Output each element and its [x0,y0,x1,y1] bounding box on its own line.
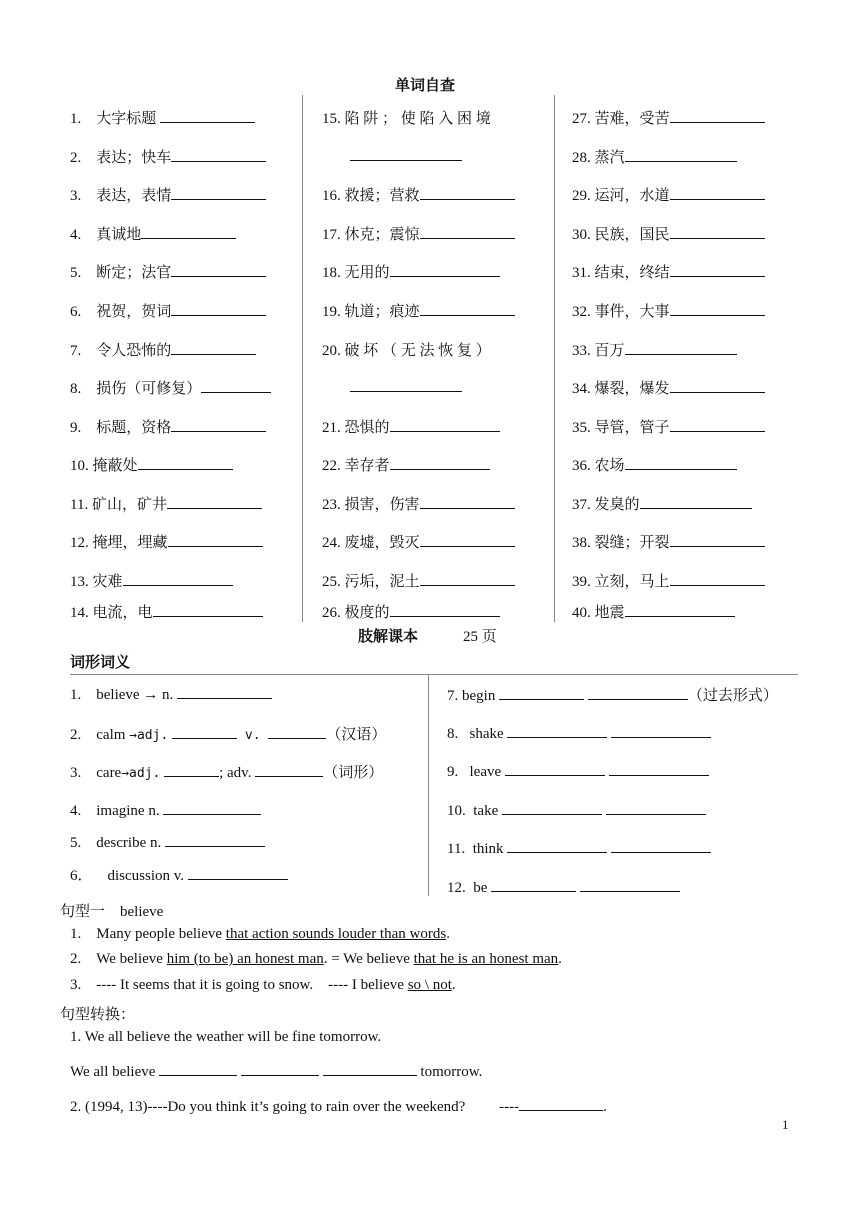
answer-blank[interactable] [138,455,233,470]
vocab-item: 37. 发臭的 [572,493,752,514]
vocab-item: 21. 恐惧的 [322,416,500,437]
answer-blank[interactable] [390,602,500,617]
table-top-rule [70,674,798,675]
wordform-item: 6． discussion v. [70,864,288,885]
wordform-item: 11. think [447,838,711,858]
vocab-item: 22. 幸存者 [322,454,490,475]
wordform-item: 9. leave [447,761,709,781]
vocab-item: 39. 立刻，马上 [572,570,765,591]
vocab-item: 11. 矿山，矿井 [70,493,262,514]
vocab-item: 20. 破 坏 （ 无 法 恢 复 ） [322,343,491,359]
answer-blank[interactable] [420,185,515,200]
answer-blank[interactable] [670,378,765,393]
answer-blank[interactable] [168,532,263,547]
answer-blank[interactable] [611,838,711,853]
vocab-item: 13. 灾难 [70,570,233,591]
answer-blank[interactable] [588,685,688,700]
answer-blank[interactable] [177,684,272,699]
transform-question: 1. We all believe the weather will be fine tomorrow. [70,1029,382,1045]
answer-blank[interactable] [670,571,765,586]
answer-blank-row [350,377,462,397]
answer-blank[interactable] [171,301,266,316]
vocab-item: 16. 救援；营救 [322,184,515,205]
answer-blank[interactable] [268,724,326,739]
vocab-item: 32. 事件，大事 [572,300,765,321]
answer-blank[interactable] [164,762,219,777]
pattern-sentence: 2. We believe him (to be) an honest man. = We believe that he is an honest man. [70,951,562,967]
answer-blank[interactable] [420,494,515,509]
answer-blank[interactable] [625,455,737,470]
answer-blank[interactable] [420,301,515,316]
answer-blank[interactable] [171,340,256,355]
vocab-item: 27. 苦难，受苦 [572,107,765,128]
pattern-sentence: 1. Many people believe that action sounds louder than words. [70,926,450,942]
answer-blank[interactable] [420,224,515,239]
answer-blank[interactable] [491,877,576,892]
answer-blank[interactable] [171,262,266,277]
answer-blank[interactable] [507,723,607,738]
transform-question: 2. (1994, 13)----Do you think it’s going to rain over the weekend? ---- . [70,1096,607,1116]
vocab-item: 1. 大字标题 [70,107,255,128]
vocab-item: 5. 断定；法官 [70,261,266,282]
vocab-item: 10. 掩蔽处 [70,454,233,475]
vocab-item: 12. 掩埋，埋藏 [70,531,263,552]
answer-blank[interactable] [188,865,288,880]
answer-blank[interactable] [502,800,602,815]
wordform-item: 12. be [447,877,680,897]
vocab-item: 8. 损伤（可修复） [70,377,271,398]
answer-blank[interactable] [670,224,765,239]
answer-blank[interactable] [670,301,765,316]
vocab-item: 31. 结束，终结 [572,261,765,282]
pattern-heading: 句型一 believe [60,904,164,920]
vocab-item: 35. 导管，管子 [572,416,765,437]
wordform-item: 10. take [447,800,706,820]
answer-blank[interactable] [625,340,737,355]
answer-blank[interactable] [390,417,500,432]
vocab-item: 25. 污垢，泥土 [322,570,515,591]
answer-blank[interactable] [171,417,266,432]
section-title: 肢解课本 [358,629,419,645]
answer-blank[interactable] [519,1096,603,1111]
wordform-item: 4. imagine n. [70,800,261,820]
answer-blank[interactable] [160,108,255,123]
answer-blank[interactable] [167,494,262,509]
answer-blank[interactable] [141,224,236,239]
answer-blank[interactable] [390,262,500,277]
answer-blank[interactable] [606,800,706,815]
vocab-item: 34. 爆裂，爆发 [572,377,765,398]
answer-blank[interactable] [670,108,765,123]
vocab-item: 6. 祝贺，贺词 [70,300,266,321]
page-reference: 25 页 [463,629,497,645]
answer-blank[interactable] [241,1061,319,1076]
answer-blank[interactable] [350,377,462,392]
answer-blank[interactable] [640,494,752,509]
vocab-item: 26. 极度的 [322,601,500,622]
vocab-item: 18. 无用的 [322,261,500,282]
answer-blank[interactable] [499,685,584,700]
vocab-item: 17. 休克；震惊 [322,223,515,244]
answer-blank[interactable] [670,532,765,547]
pattern-sentence: 3. ---- It seems that it is going to snow. ---- I believe so \ not. [70,977,456,993]
answer-blank[interactable] [507,838,607,853]
answer-blank[interactable] [670,185,765,200]
answer-blank[interactable] [165,832,265,847]
vocab-item: 40. 地震 [572,601,735,622]
transform-title: 句型转换： [60,1007,136,1023]
wordform-item: 1. believe → n. [70,684,272,704]
vocab-item: 15. 陷 阱 ； 使 陷 入 困 境 [322,111,491,127]
wordform-item: 5. describe n. [70,832,265,852]
answer-blank[interactable] [420,532,515,547]
vocab-item: 24. 废墟，毁灭 [322,531,515,552]
answer-blank[interactable] [625,147,737,162]
answer-blank[interactable] [505,761,605,776]
wordform-item: 2. calm →adj. v. （汉语） [70,723,386,744]
vocab-item: 2. 表达；快车 [70,146,266,167]
answer-blank[interactable] [153,602,263,617]
transform-answer-line: We all believe tomorrow. [70,1061,482,1081]
wordform-item: 7. begin （过去形式） [447,684,778,705]
vocab-item: 14. 电流，电 [70,601,263,622]
wordform-item: 3. care→adj. ; adv. （词形） [70,761,383,782]
answer-blank[interactable] [163,800,261,815]
answer-blank[interactable] [580,877,680,892]
answer-blank[interactable] [171,185,266,200]
answer-blank[interactable] [670,417,765,432]
answer-blank[interactable] [420,571,515,586]
vocab-item: 28. 蒸汽 [572,146,737,167]
answer-blank[interactable] [390,455,490,470]
vocab-item: 38. 裂缝；开裂 [572,531,765,552]
vocab-item: 30. 民族，国民 [572,223,765,244]
vocab-item: 19. 轨道；痕迹 [322,300,515,321]
answer-blank[interactable] [201,378,271,393]
answer-blank[interactable] [123,571,233,586]
answer-blank-row [350,146,462,166]
wordforms-title: 词形词义 [70,655,131,671]
vocab-title: 单词自查 [395,78,456,94]
answer-blank[interactable] [172,724,237,739]
column-divider [554,95,555,622]
answer-blank[interactable] [171,147,266,162]
vocab-item: 7. 令人恐怖的 [70,339,256,360]
vocab-item: 4. 真诚地 [70,223,236,244]
vocab-item: 33. 百万 [572,339,737,360]
column-divider [428,674,429,896]
answer-blank[interactable] [670,262,765,277]
answer-blank[interactable] [323,1061,417,1076]
answer-blank[interactable] [350,146,462,161]
page-number: 1 [782,1117,789,1132]
answer-blank[interactable] [625,602,735,617]
vocab-item: 3. 表达，表情 [70,184,266,205]
vocab-item: 23. 损害，伤害 [322,493,515,514]
vocab-item: 36. 农场 [572,454,737,475]
answer-blank[interactable] [611,723,711,738]
answer-blank[interactable] [159,1061,237,1076]
wordform-item: 8. shake [447,723,711,743]
vocab-item: 29. 运河，水道 [572,184,765,205]
answer-blank[interactable] [609,761,709,776]
column-divider [302,95,303,622]
answer-blank[interactable] [255,762,323,777]
vocab-item: 9. 标题，资格 [70,416,266,437]
